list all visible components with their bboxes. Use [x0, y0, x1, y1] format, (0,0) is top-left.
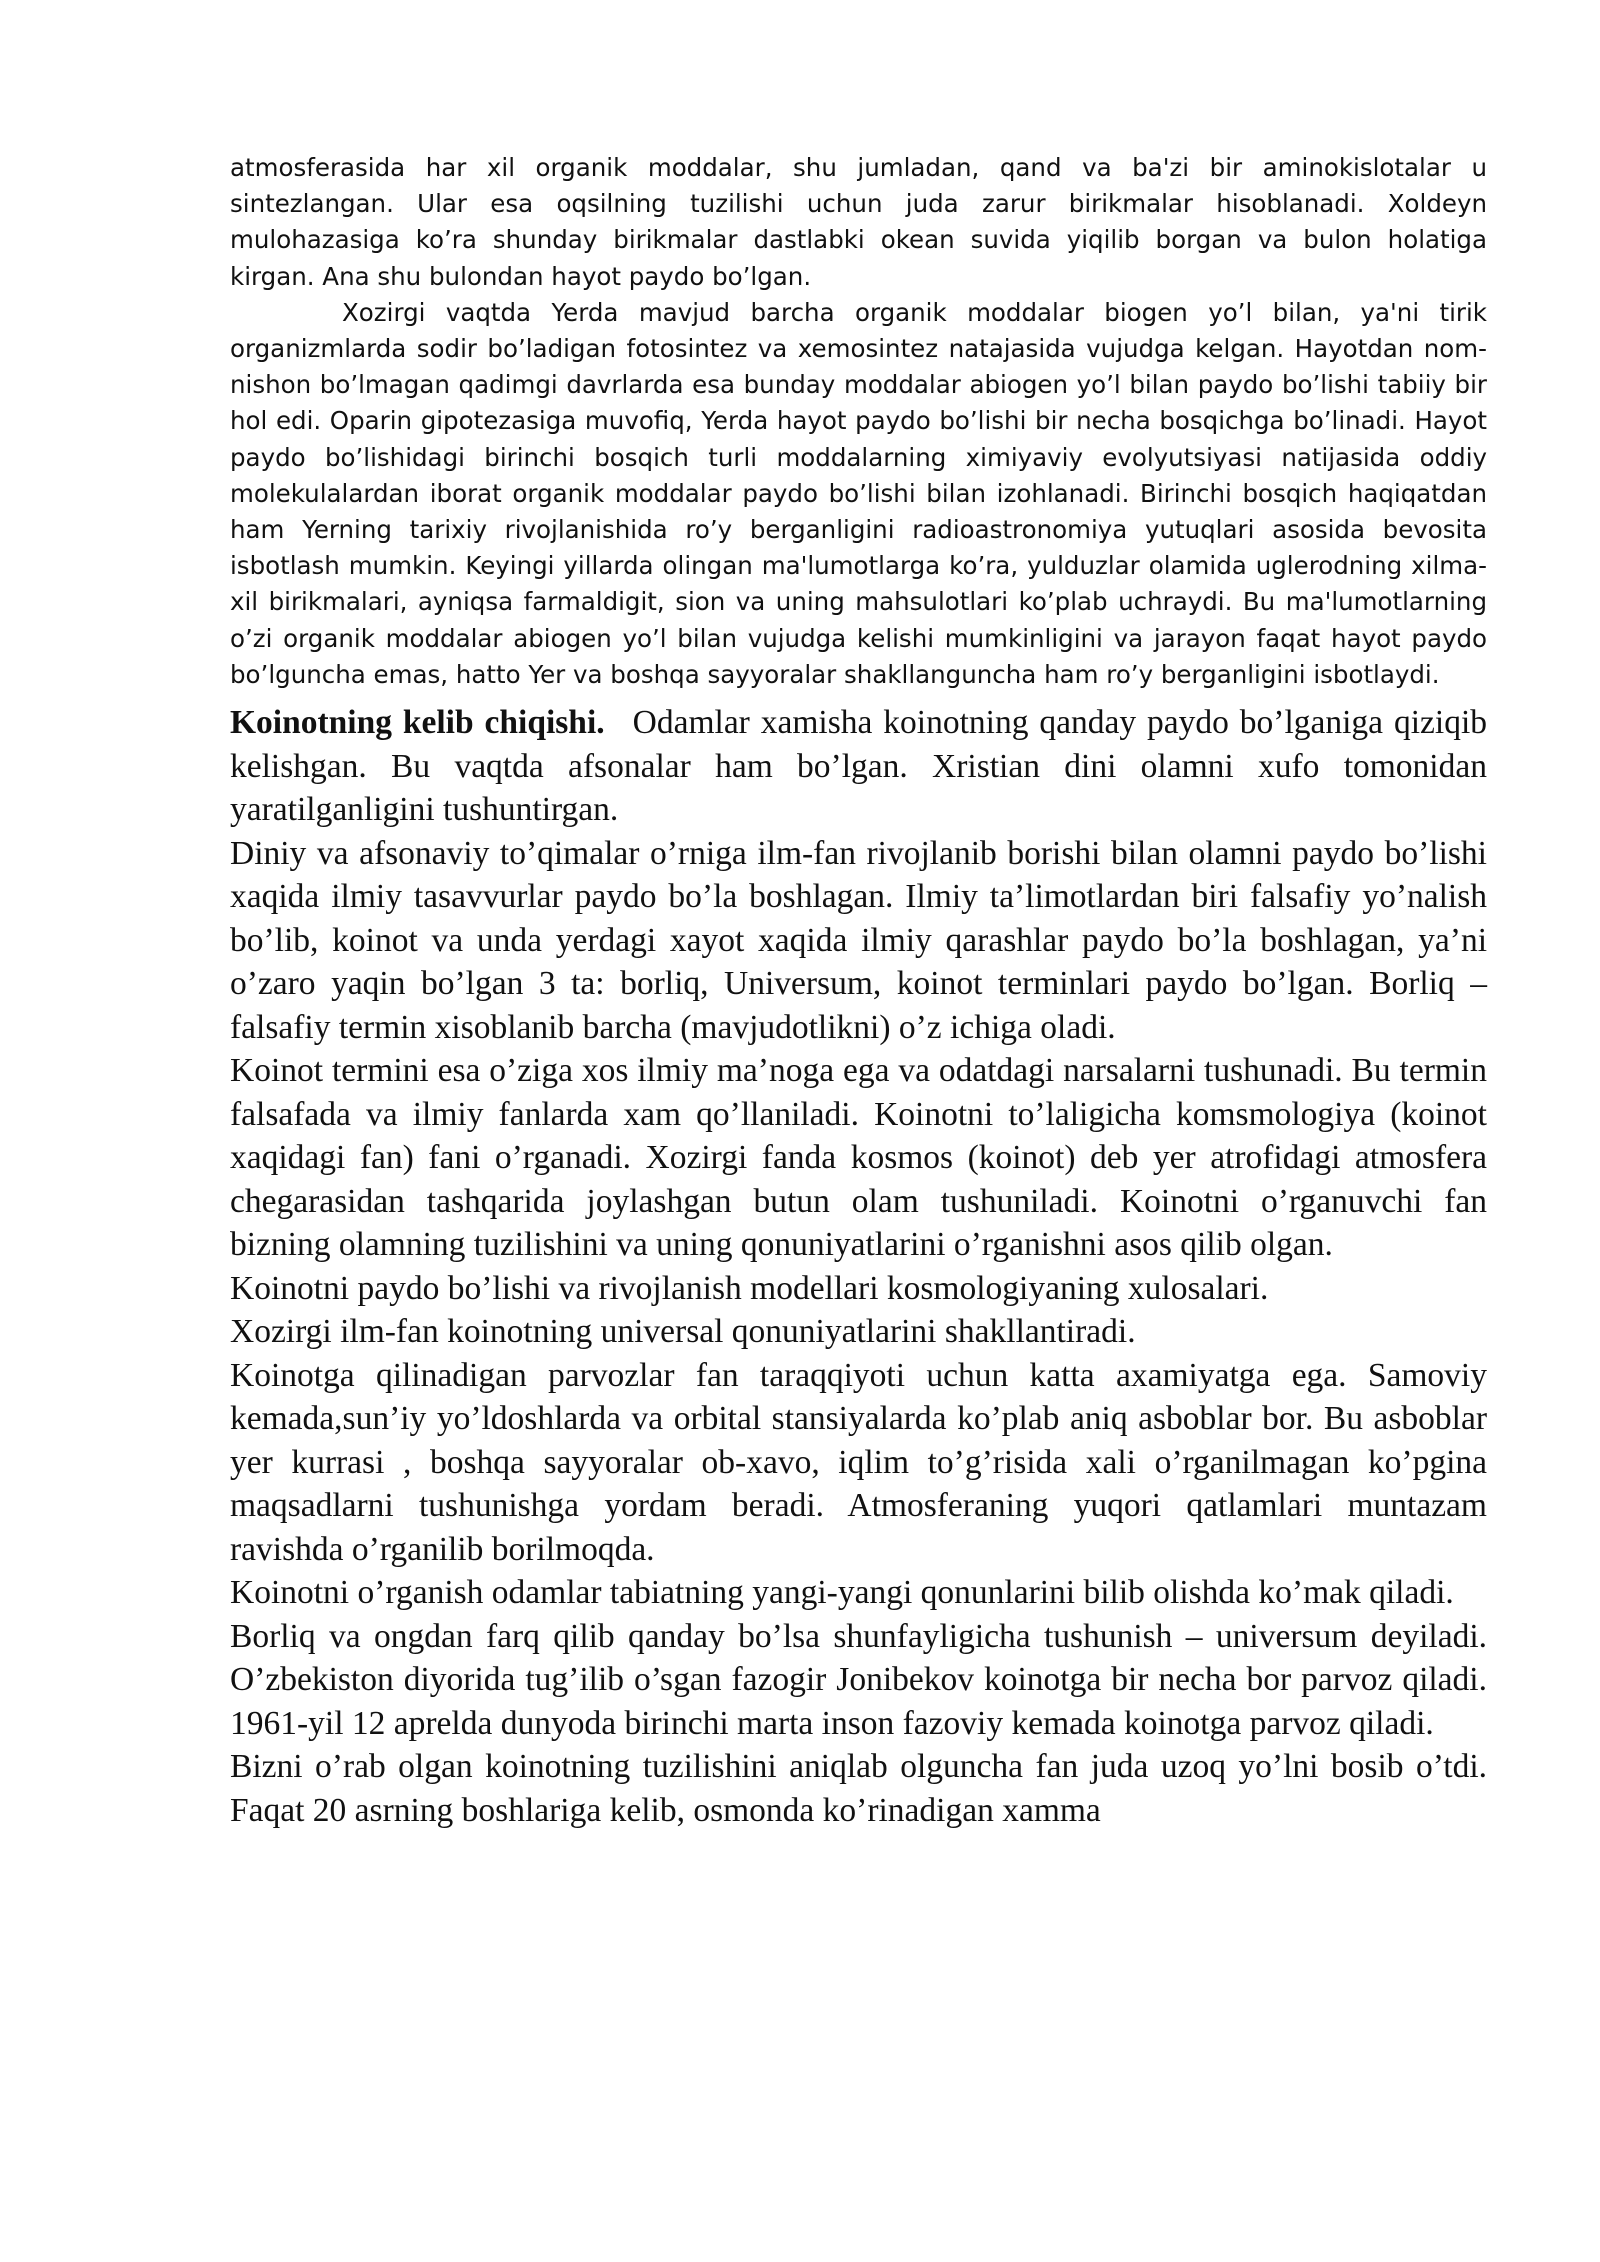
section-paragraph-1: Diniy va afsonaviy to’qimalar o’rniga ilm-fan rivojlanib borishi bilan olamni paydo bo’lishi xaqida ilmiy tasavvurlar paydo bo’la boshlagan. Ilmiy ta’limotlardan biri falsafiy yo’nalish bo’lib, koinot va unda yerdagi xayot xaqida ilmiy qarashlar paydo bo’la boshlagan, ya’ni o’zaro yaqin bo’lgan 3 ta: borliq, Universum, koinot terminlari paydo bo’lgan. Borliq – falsafiy termin xisoblanib barcha (mavjudotlikni) o’z ichiga oladi. — [230, 834, 1487, 1046]
section-heading: Koinotning kelib chiqishi. — [230, 704, 605, 742]
section-koinot — [230, 701, 1487, 1832]
section-paragraph-7: Borliq va ongdan farq qilib qanday bo’lsa shunfayligicha tushunish – universum deyiladi. O’zbekiston diyorida tug’ilib o’sgan fazogir Jonibekov koinotga bir necha bor parvoz qiladi. 1961-yil 12 aprelda dunyoda birinchi marta inson fazoviy kemada koinotga parvoz qiladi. — [230, 1617, 1487, 1742]
section-first-text: Odamlar xamisha koinotning qanday paydo bo’lganiga qiziqib kelishgan. Bu vaqtda afsonalar ham bo’lgan. Xristian dini olamni xufo tomonidan yaratilganligini tushuntirgan. — [230, 704, 1487, 829]
document-page — [230, 150, 1487, 1832]
section-paragraph-5: Koinotga qilinadigan parvozlar fan taraqqiyoti uchun katta axamiyatga ega. Samoviy kemada,sun’iy yo’ldoshlarda va orbital stansiyalarda ko’plab aniq asboblar bor. Bu asboblar yer kurrasi , boshqa sayyoralar ob-xavo, iqlim to’g’risida xali o’rganilmagan ko’pgina maqsadlarni tushunishga yordam beradi. Atmosferaning yuqori qatlamlari muntazam ravishda o’rganilib borilmoqda. — [230, 1356, 1487, 1568]
intro-paragraph-2: Xozirgi vaqtda Yerda mavjud barcha organik moddalar biogen yo’l bilan, ya'ni tirik organizmlarda sodir bo’ladigan fotosintez va xemosintez natajasida vujudga kelgan. Hayotdan nom-nishon bo’lmagan qadimgi davrlarda esa bunday moddalar abiogen yo’l bilan paydo bo’lishi tabiiy bir hol edi. Oparin gipotezasiga muvofiq, Yerda hayot paydo bo’lishi bir necha bosqichga bo’linadi. Hayot paydo bo’lishidagi birinchi bosqich turli moddalarning ximiyaviy evolyutsiyasi natijasida oddiy molekulalardan iborat organik moddalar paydo bo’lishi bilan izohlanadi. Birinchi bosqich haqiqatdan ham Yerning tarixiy rivojlanishida ro’y berganligini radioastronomiya yutuqlari asosida bevosita isbotlash mumkin. Keyingi yillarda olingan ma'lumotlarga ko’ra, yulduzlar olamida uglerodning xilma-xil birikmalari, ayniqsa farmaldigit, sion va uning mahsulotlari ko’plab uchraydi. Bu ma'lumotlarning o’zi organik moddalar abiogen yo’l bilan vujudga kelishi mumkinligini va jarayon faqat hayot paydo bo’lguncha emas, hatto Yer va boshqa sayyoralar shakllanguncha ham ro’y berganligini isbotlaydi. — [230, 297, 1487, 689]
section-paragraph-4: Xozirgi ilm-fan koinotning universal qonuniyatlarini shakllantiradi. — [230, 1313, 1136, 1351]
section-paragraph-3: Koinotni paydo bo’lishi va rivojlanish modellari kosmologiyaning xulosalari. — [230, 1269, 1269, 1307]
intro-paragraph-1: atmosferasida har xil organik moddalar, shu jumladan, qand va ba'zi bir aminokislotalar u sintezlangan. Ular esa oqsilning tuzilishi uchun juda zarur birikmalar hisoblanadi. Xoldeyn mulohazasiga ko’ra shunday birikmalar dastlabki okean suvida yiqilib borgan va bulon holatiga kirgan. Ana shu bulondan hayot paydo bo’lgan. — [230, 153, 1487, 291]
section-first-paragraph — [230, 701, 1487, 832]
section-paragraph-6: Koinotni o’rganish odamlar tabiatning yangi-yangi qonunlarini bilib olishda ko’mak qiladi. — [230, 1574, 1454, 1612]
section-paragraph-2: Koinot termini esa o’ziga xos ilmiy ma’noga ega va odatdagi narsalarni tushunadi. Bu termin falsafada va ilmiy fanlarda xam qo’llaniladi. Koinotni to’laligicha komsmologiya (koinot xaqidagi fan) fani o’rganadi. Xozirgi fanda kosmos (koinot) deb yer atrofidagi atmosfera chegarasidan tashqarida joylashgan butun olam tushuniladi. Koinotni o’rganuvchi fan bizning olamning tuzilishini va uning qonuniyatlarini o’rganishni asos qilib olgan. — [230, 1052, 1487, 1264]
section-paragraph-8: Bizni o’rab olgan koinotning tuzilishini aniqlab olguncha fan juda uzoq yo’lni bosib o’tdi. Faqat 20 asrning boshlariga kelib, osmonda ko’rinadigan xamma — [230, 1748, 1487, 1829]
